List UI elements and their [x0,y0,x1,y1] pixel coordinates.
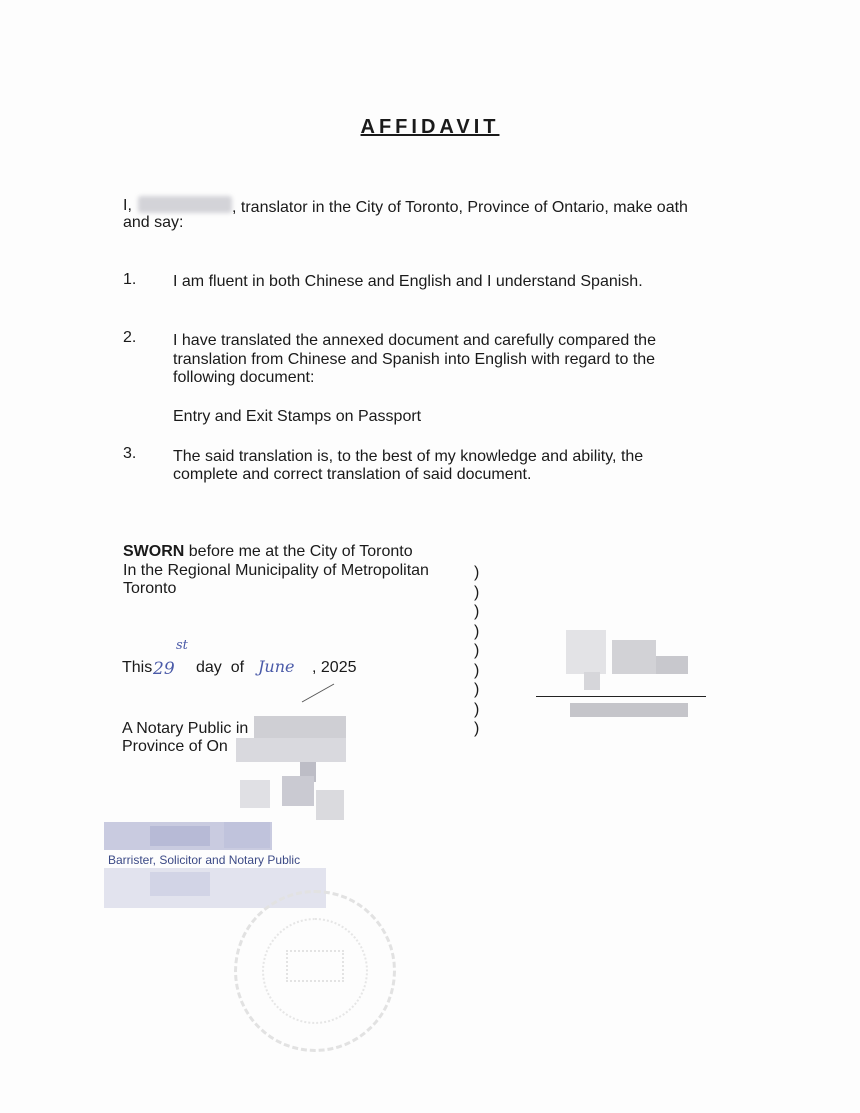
item-number: 1. [123,271,137,288]
signature-line [536,696,706,697]
date-this: This [122,659,153,676]
sworn-bold: SWORN [123,543,185,560]
annexed-document-name: Entry and Exit Stamps on Passport [173,408,422,425]
redacted-deponent-name [570,703,688,717]
item-text-line: I have translated the annexed document and carefully compared the [173,332,656,349]
item-text-line: The said translation is, to the best of my knowledge and ability, the [173,448,644,465]
parenthesis-column: ) ) ) ) ) ) ) ) ) [474,564,480,737]
redacted-translator-name [138,196,232,213]
item-text-line: complete and correct translation of said document. [173,466,532,483]
notary-line1: A Notary Public in [122,720,249,737]
sworn-line1-rest: before me at the City of Toronto [184,543,413,560]
stamp-title: Barrister, Solicitor and Notary Public [108,853,301,867]
opening-tail: , translator in the City of Toronto, Province of Ontario, make oath [232,199,688,216]
sworn-line3: Toronto [123,580,177,597]
opening-line2: and say: [123,214,184,231]
date-year: , 2025 [312,659,357,676]
pen-stroke [300,682,340,704]
date-day-of: day of [196,659,245,676]
notary-line2: Province of On [122,738,228,755]
opening-lead: I, [123,197,132,214]
handwritten-day: 29 [153,659,175,679]
item-text-line: following document: [173,369,315,386]
embossed-seal-core [286,950,344,982]
sworn-line2: In the Regional Municipality of Metropolitan [123,562,429,579]
item-number: 3. [123,445,137,462]
item-text-line: translation from Chinese and Spanish into English with regard to the [173,351,656,368]
document-title: AFFIDAVIT [360,116,500,138]
item-number: 2. [123,329,137,346]
item-text-line: I am fluent in both Chinese and English and I understand Spanish. [173,273,643,290]
sworn-line1 [123,543,413,561]
handwritten-day-suffix: st [176,638,188,653]
handwritten-month: June [258,657,295,676]
